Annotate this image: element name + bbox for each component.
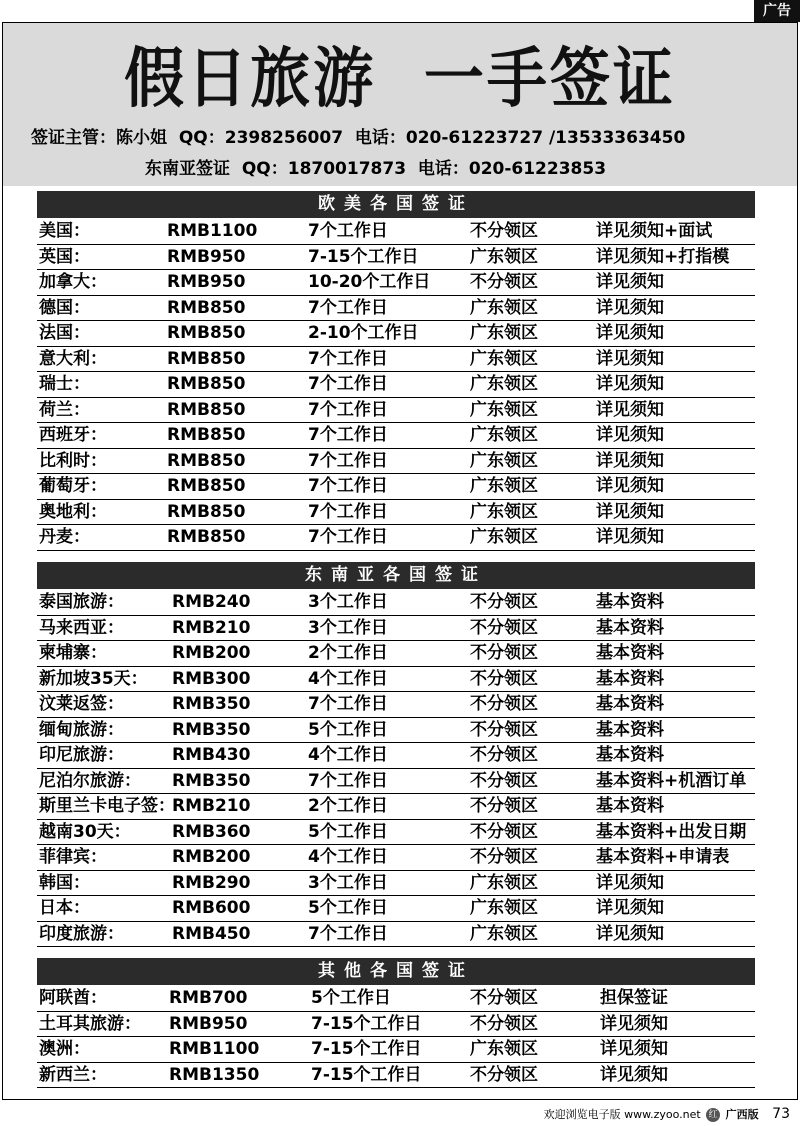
contact-line-1: 签证主管：陈小姐 QQ：2398256007 电话：020-61223727 /13533363450: [31, 128, 686, 148]
visa-price: RMB600: [172, 898, 251, 918]
visa-price: RMB850: [167, 348, 246, 369]
visa-row: [37, 820, 755, 846]
visa-duration: 7-15个工作日: [311, 1013, 422, 1034]
main-title: 假日旅游 一手签证: [124, 41, 676, 117]
visa-region: 不分领区: [470, 694, 538, 714]
visa-notes: 详见须知: [596, 348, 664, 369]
visa-country: 法国：: [39, 323, 90, 343]
visa-row: [37, 474, 755, 500]
visa-row: [37, 590, 755, 616]
visa-notes: 详见须知: [596, 297, 664, 318]
visa-duration: 10-20个工作日: [308, 272, 431, 292]
visa-price: RMB950: [169, 1013, 248, 1034]
visa-duration: 4个工作日: [308, 847, 388, 867]
visa-region: 不分领区: [470, 617, 538, 638]
visa-duration: 7个工作日: [308, 501, 388, 522]
visa-price: RMB1100: [169, 1039, 260, 1059]
visa-notes: 基本资料: [596, 796, 664, 816]
visa-country: 斯里兰卡电子签：: [39, 796, 175, 816]
visa-country: 西班牙：: [39, 425, 107, 445]
visa-region: 广东领区: [470, 872, 538, 893]
visa-row: [37, 219, 755, 245]
visa-row: [37, 1063, 755, 1089]
visa-duration: 7个工作日: [308, 476, 388, 496]
visa-notes: 详见须知: [596, 450, 664, 471]
contact-line-2: 东南亚签证 QQ：1870017873 电话：020-61223853: [145, 159, 607, 179]
page-number: 73: [772, 1106, 790, 1122]
visa-country: 菲律宾：: [39, 847, 107, 867]
visa-row: [37, 896, 755, 922]
visa-country: 英国：: [39, 246, 90, 267]
visa-duration: 7个工作日: [308, 399, 388, 420]
visa-row: [37, 1037, 755, 1063]
visa-price: RMB210: [172, 617, 251, 638]
visa-row: [37, 245, 755, 271]
visa-notes: 详见须知: [596, 476, 664, 496]
footer: [544, 1106, 790, 1122]
visa-region: 广东领区: [470, 898, 538, 918]
visa-duration: 7个工作日: [308, 923, 388, 944]
visa-duration: 3个工作日: [308, 592, 388, 612]
visa-duration: 7个工作日: [308, 425, 388, 445]
visa-row: [37, 718, 755, 744]
visa-country: 丹麦：: [39, 527, 90, 547]
visa-country: 新西兰：: [39, 1064, 107, 1085]
visa-notes: 详见须知+面试: [596, 221, 713, 241]
visa-region: 广东领区: [470, 323, 538, 343]
visa-price: RMB450: [172, 923, 251, 944]
visa-region: 不分领区: [470, 847, 538, 867]
visa-row: [37, 692, 755, 718]
footer-text: 欢迎浏览电子版 www.zyoo.net: [543, 1108, 701, 1121]
section-title: 东南亚各国签证: [37, 562, 755, 589]
visa-country: 柬埔寨：: [39, 643, 107, 663]
visa-duration: 7个工作日: [308, 770, 388, 791]
visa-price: RMB850: [167, 425, 246, 445]
visa-duration: 7个工作日: [308, 374, 388, 394]
visa-price: RMB700: [169, 988, 248, 1008]
visa-row: [37, 641, 755, 667]
visa-price: RMB290: [172, 872, 251, 893]
visa-region: 广东领区: [470, 425, 538, 445]
visa-price: RMB850: [167, 374, 246, 394]
visa-row: [37, 398, 755, 424]
visa-price: RMB850: [167, 476, 246, 496]
visa-region: 广东领区: [470, 1039, 538, 1059]
visa-notes: 详见须知: [596, 272, 664, 292]
visa-region: 不分领区: [470, 221, 538, 241]
visa-notes: 详见须知+打指模: [596, 246, 730, 267]
visa-row: [37, 871, 755, 897]
visa-region: 广东领区: [470, 450, 538, 471]
visa-region: 广东领区: [470, 348, 538, 369]
visa-notes: 基本资料+出发日期: [596, 821, 747, 842]
section-title: 欧美各国签证: [37, 191, 755, 218]
visa-country: 新加坡35天：: [39, 668, 148, 689]
visa-price: RMB430: [172, 745, 251, 765]
visa-price: RMB240: [172, 592, 251, 612]
visa-price: RMB350: [172, 694, 251, 714]
visa-row: [37, 296, 755, 322]
visa-region: 不分领区: [470, 1013, 538, 1034]
visa-row: [37, 769, 755, 795]
visa-row: [37, 423, 755, 449]
visa-country: 意大利：: [39, 348, 107, 369]
visa-duration: 7个工作日: [308, 221, 388, 241]
visa-duration: 7-15个工作日: [311, 1064, 422, 1085]
visa-row: [37, 372, 755, 398]
visa-row: [37, 794, 755, 820]
visa-duration: 7个工作日: [308, 527, 388, 547]
visa-notes: 详见须知: [596, 898, 664, 918]
visa-row: [37, 743, 755, 769]
visa-country: 比利时：: [39, 450, 107, 471]
visa-duration: 7个工作日: [308, 297, 388, 318]
visa-duration: 7个工作日: [308, 450, 388, 471]
visa-price: RMB350: [172, 770, 251, 791]
visa-duration: 7-15个工作日: [311, 1039, 422, 1059]
visa-duration: 7个工作日: [308, 348, 388, 369]
visa-row: [37, 449, 755, 475]
visa-duration: 2-10个工作日: [308, 323, 419, 343]
visa-country: 德国：: [39, 297, 90, 318]
visa-country: 土耳其旅游：: [39, 1013, 141, 1034]
visa-country: 泰国旅游：: [39, 592, 124, 612]
visa-country: 日本：: [39, 898, 90, 918]
visa-price: RMB850: [167, 297, 246, 318]
visa-price: RMB850: [167, 501, 246, 522]
visa-country: 越南30天：: [39, 821, 131, 842]
visa-country: 印尼旅游：: [39, 745, 124, 765]
visa-row: [37, 525, 755, 551]
visa-region: 不分领区: [470, 770, 538, 791]
visa-price: RMB360: [172, 821, 251, 842]
visa-country: 尼泊尔旅游：: [39, 770, 141, 791]
visa-price: RMB850: [167, 450, 246, 471]
visa-country: 加拿大：: [39, 272, 107, 292]
visa-region: 广东领区: [470, 246, 538, 267]
visa-notes: 担保签证: [600, 988, 668, 1008]
visa-country: 荷兰：: [39, 399, 90, 420]
visa-price: RMB850: [167, 399, 246, 420]
visa-notes: 基本资料+机酒订单: [596, 770, 747, 791]
visa-region: 广东领区: [470, 501, 538, 522]
visa-region: 不分领区: [470, 821, 538, 842]
visa-region: 不分领区: [470, 1064, 538, 1085]
header-banner: [3, 23, 797, 186]
visa-notes: 详见须知: [596, 872, 664, 893]
visa-notes: 基本资料: [596, 719, 664, 740]
visa-region: 不分领区: [470, 592, 538, 612]
visa-region: 不分领区: [470, 988, 538, 1008]
visa-notes: 详见须知: [600, 1013, 668, 1034]
visa-notes: 基本资料+申请表: [596, 847, 730, 867]
visa-region: 广东领区: [470, 527, 538, 547]
visa-country: 澳洲：: [39, 1039, 90, 1059]
visa-country: 缅甸旅游：: [39, 719, 124, 740]
ad-tag: 广告: [754, 0, 800, 22]
visa-notes: 基本资料: [596, 592, 664, 612]
visa-notes: 基本资料: [596, 668, 664, 689]
visa-notes: 详见须知: [596, 425, 664, 445]
visa-duration: 5个工作日: [308, 821, 388, 842]
visa-notes: 详见须知: [600, 1039, 668, 1059]
visa-region: 不分领区: [470, 643, 538, 663]
visa-country: 美国：: [39, 221, 90, 241]
visa-duration: 5个工作日: [311, 988, 391, 1008]
visa-region: 不分领区: [470, 745, 538, 765]
visa-region: 不分领区: [470, 668, 538, 689]
visa-notes: 详见须知: [596, 501, 664, 522]
visa-price: RMB850: [167, 323, 246, 343]
visa-price: RMB850: [167, 527, 246, 547]
visa-region: 广东领区: [470, 399, 538, 420]
visa-row: [37, 616, 755, 642]
visa-notes: 详见须知: [600, 1064, 668, 1085]
visa-price: RMB950: [167, 246, 246, 267]
visa-notes: 详见须知: [596, 374, 664, 394]
visa-duration: 3个工作日: [308, 872, 388, 893]
visa-price: RMB210: [172, 796, 251, 816]
visa-price: RMB350: [172, 719, 251, 740]
footer-logo-icon: 红: [706, 1108, 720, 1122]
visa-duration: 7-15个工作日: [308, 246, 419, 267]
visa-duration: 4个工作日: [308, 668, 388, 689]
visa-country: 阿联酋：: [39, 988, 107, 1008]
visa-region: 广东领区: [470, 923, 538, 944]
visa-country: 奥地利：: [39, 501, 107, 522]
visa-duration: 5个工作日: [308, 898, 388, 918]
visa-row: [37, 845, 755, 871]
visa-country: 印度旅游：: [39, 923, 124, 944]
visa-duration: 7个工作日: [308, 694, 388, 714]
visa-notes: 基本资料: [596, 643, 664, 663]
visa-notes: 基本资料: [596, 694, 664, 714]
section-title: 其他各国签证: [37, 958, 755, 985]
visa-price: RMB300: [172, 668, 251, 689]
visa-region: 不分领区: [470, 272, 538, 292]
visa-duration: 2个工作日: [308, 643, 388, 663]
visa-country: 韩国：: [39, 872, 90, 893]
visa-price: RMB1350: [169, 1064, 260, 1085]
visa-price: RMB200: [172, 643, 251, 663]
footer-edition: 广西版: [725, 1108, 759, 1121]
visa-notes: 详见须知: [596, 923, 664, 944]
visa-row: [37, 667, 755, 693]
visa-notes: 基本资料: [596, 617, 664, 638]
visa-row: [37, 986, 755, 1012]
visa-region: 广东领区: [470, 297, 538, 318]
visa-duration: 4个工作日: [308, 745, 388, 765]
visa-row: [37, 922, 755, 948]
visa-region: 不分领区: [470, 796, 538, 816]
visa-price: RMB950: [167, 272, 246, 292]
visa-row: [37, 347, 755, 373]
visa-notes: 详见须知: [596, 527, 664, 547]
visa-row: [37, 321, 755, 347]
visa-duration: 3个工作日: [308, 617, 388, 638]
visa-country: 马来西亚：: [39, 617, 124, 638]
visa-row: [37, 270, 755, 296]
visa-row: [37, 500, 755, 526]
visa-region: 不分领区: [470, 719, 538, 740]
visa-notes: 详见须知: [596, 323, 664, 343]
visa-duration: 5个工作日: [308, 719, 388, 740]
visa-price: RMB1100: [167, 221, 258, 241]
visa-row: [37, 1012, 755, 1038]
visa-region: 广东领区: [470, 374, 538, 394]
visa-price: RMB200: [172, 847, 251, 867]
visa-duration: 2个工作日: [308, 796, 388, 816]
visa-country: 瑞士：: [39, 374, 90, 394]
visa-country: 汶莱返签：: [39, 694, 124, 714]
visa-notes: 基本资料: [596, 745, 664, 765]
visa-notes: 详见须知: [596, 399, 664, 420]
visa-country: 葡萄牙：: [39, 476, 107, 496]
visa-region: 广东领区: [470, 476, 538, 496]
